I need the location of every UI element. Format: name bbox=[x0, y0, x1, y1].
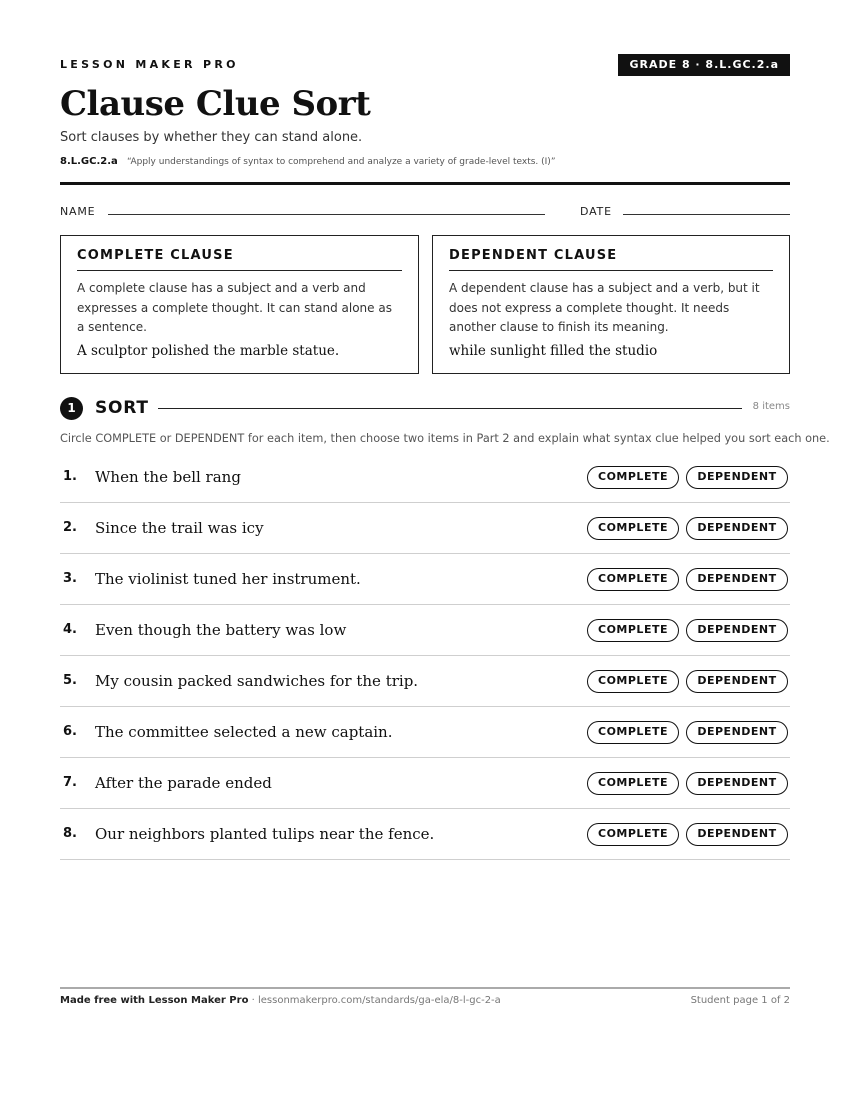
page-indicator: Student page 1 of 2 bbox=[690, 995, 790, 1006]
item-number: 2. bbox=[63, 520, 77, 535]
list-item bbox=[60, 503, 790, 554]
dependent-clause-card bbox=[432, 235, 790, 374]
item-number: 5. bbox=[63, 673, 77, 688]
list-item bbox=[60, 809, 790, 860]
complete-option[interactable]: COMPLETE bbox=[587, 517, 679, 540]
brand-name: LESSON MAKER PRO bbox=[60, 58, 239, 71]
complete-option[interactable]: COMPLETE bbox=[587, 568, 679, 591]
dependent-option[interactable]: DEPENDENT bbox=[686, 670, 788, 693]
complete-option[interactable]: COMPLETE bbox=[587, 466, 679, 489]
grade-badge: GRADE 8 · 8.L.GC.2.a bbox=[618, 54, 790, 76]
item-text: The violinist tuned her instrument. bbox=[95, 570, 361, 588]
complete-option[interactable]: COMPLETE bbox=[587, 772, 679, 795]
item-number: 3. bbox=[63, 571, 77, 586]
item-number: 4. bbox=[63, 622, 77, 637]
card-title: DEPENDENT CLAUSE bbox=[449, 248, 773, 271]
complete-option[interactable]: COMPLETE bbox=[587, 619, 679, 642]
dependent-option[interactable]: DEPENDENT bbox=[686, 568, 788, 591]
item-text: The committee selected a new captain. bbox=[95, 723, 393, 741]
complete-option[interactable]: COMPLETE bbox=[587, 670, 679, 693]
item-text: Our neighbors planted tulips near the fence. bbox=[95, 825, 435, 843]
date-label: DATE bbox=[580, 205, 612, 218]
list-item bbox=[60, 758, 790, 809]
instructions: Circle COMPLETE or DEPENDENT for each item, then choose two items in Part 2 and explain what syntax clue helped you sort each one. bbox=[60, 432, 830, 445]
footer-url[interactable]: · lessonmakerpro.com/standards/ga-ela/8-l-gc-2-a bbox=[248, 995, 501, 1006]
list-item bbox=[60, 452, 790, 503]
footer-credit bbox=[60, 995, 501, 1006]
complete-option[interactable]: COMPLETE bbox=[587, 823, 679, 846]
item-number: 6. bbox=[63, 724, 77, 739]
card-definition: A complete clause has a subject and a verb and expresses a complete thought. It can stand alone as a sentence. bbox=[77, 281, 392, 334]
standard-line bbox=[60, 156, 555, 167]
footer-brand: Made free with Lesson Maker Pro bbox=[60, 995, 249, 1006]
card-example: A sculptor polished the marble statue. bbox=[77, 342, 340, 359]
list-item bbox=[60, 656, 790, 707]
section-title: SORT bbox=[95, 398, 149, 418]
section-divider bbox=[158, 408, 742, 409]
card-definition: A dependent clause has a subject and a verb, but it does not express a complete thought. It needs another clause to finish its meaning. bbox=[449, 281, 760, 334]
name-label: NAME bbox=[60, 205, 96, 218]
standard-text: “Apply understandings of syntax to comprehend and analyze a variety of grade-level texts. (I)” bbox=[126, 157, 556, 167]
header-divider bbox=[60, 182, 790, 185]
item-text: After the parade ended bbox=[95, 774, 272, 792]
list-item bbox=[60, 554, 790, 605]
item-number: 7. bbox=[63, 775, 77, 790]
item-text: When the bell rang bbox=[95, 468, 241, 486]
complete-option[interactable]: COMPLETE bbox=[587, 721, 679, 744]
item-number: 8. bbox=[63, 826, 77, 841]
dependent-option[interactable]: DEPENDENT bbox=[686, 619, 788, 642]
dependent-option[interactable]: DEPENDENT bbox=[686, 823, 788, 846]
dependent-option[interactable]: DEPENDENT bbox=[686, 466, 788, 489]
dependent-option[interactable]: DEPENDENT bbox=[686, 517, 788, 540]
card-title: COMPLETE CLAUSE bbox=[77, 248, 402, 271]
item-count: 8 items bbox=[752, 401, 790, 412]
item-text: My cousin packed sandwiches for the trip. bbox=[95, 672, 419, 690]
card-example: while sunlight filled the studio bbox=[449, 342, 658, 359]
item-text: Even though the battery was low bbox=[95, 621, 347, 639]
footer-divider bbox=[60, 987, 790, 989]
section-header bbox=[60, 397, 790, 421]
list-item bbox=[60, 707, 790, 758]
item-list bbox=[60, 452, 790, 860]
date-field[interactable] bbox=[623, 214, 790, 215]
standard-code: 8.L.GC.2.a bbox=[60, 156, 118, 167]
complete-clause-card bbox=[60, 235, 419, 374]
section-number-badge: 1 bbox=[60, 397, 83, 420]
list-item bbox=[60, 605, 790, 656]
page-subtitle: Sort clauses by whether they can stand alone. bbox=[60, 130, 363, 145]
name-field[interactable] bbox=[108, 214, 545, 215]
page-title: Clause Clue Sort bbox=[60, 84, 371, 124]
item-number: 1. bbox=[63, 469, 77, 484]
dependent-option[interactable]: DEPENDENT bbox=[686, 721, 788, 744]
item-text: Since the trail was icy bbox=[95, 519, 264, 537]
dependent-option[interactable]: DEPENDENT bbox=[686, 772, 788, 795]
